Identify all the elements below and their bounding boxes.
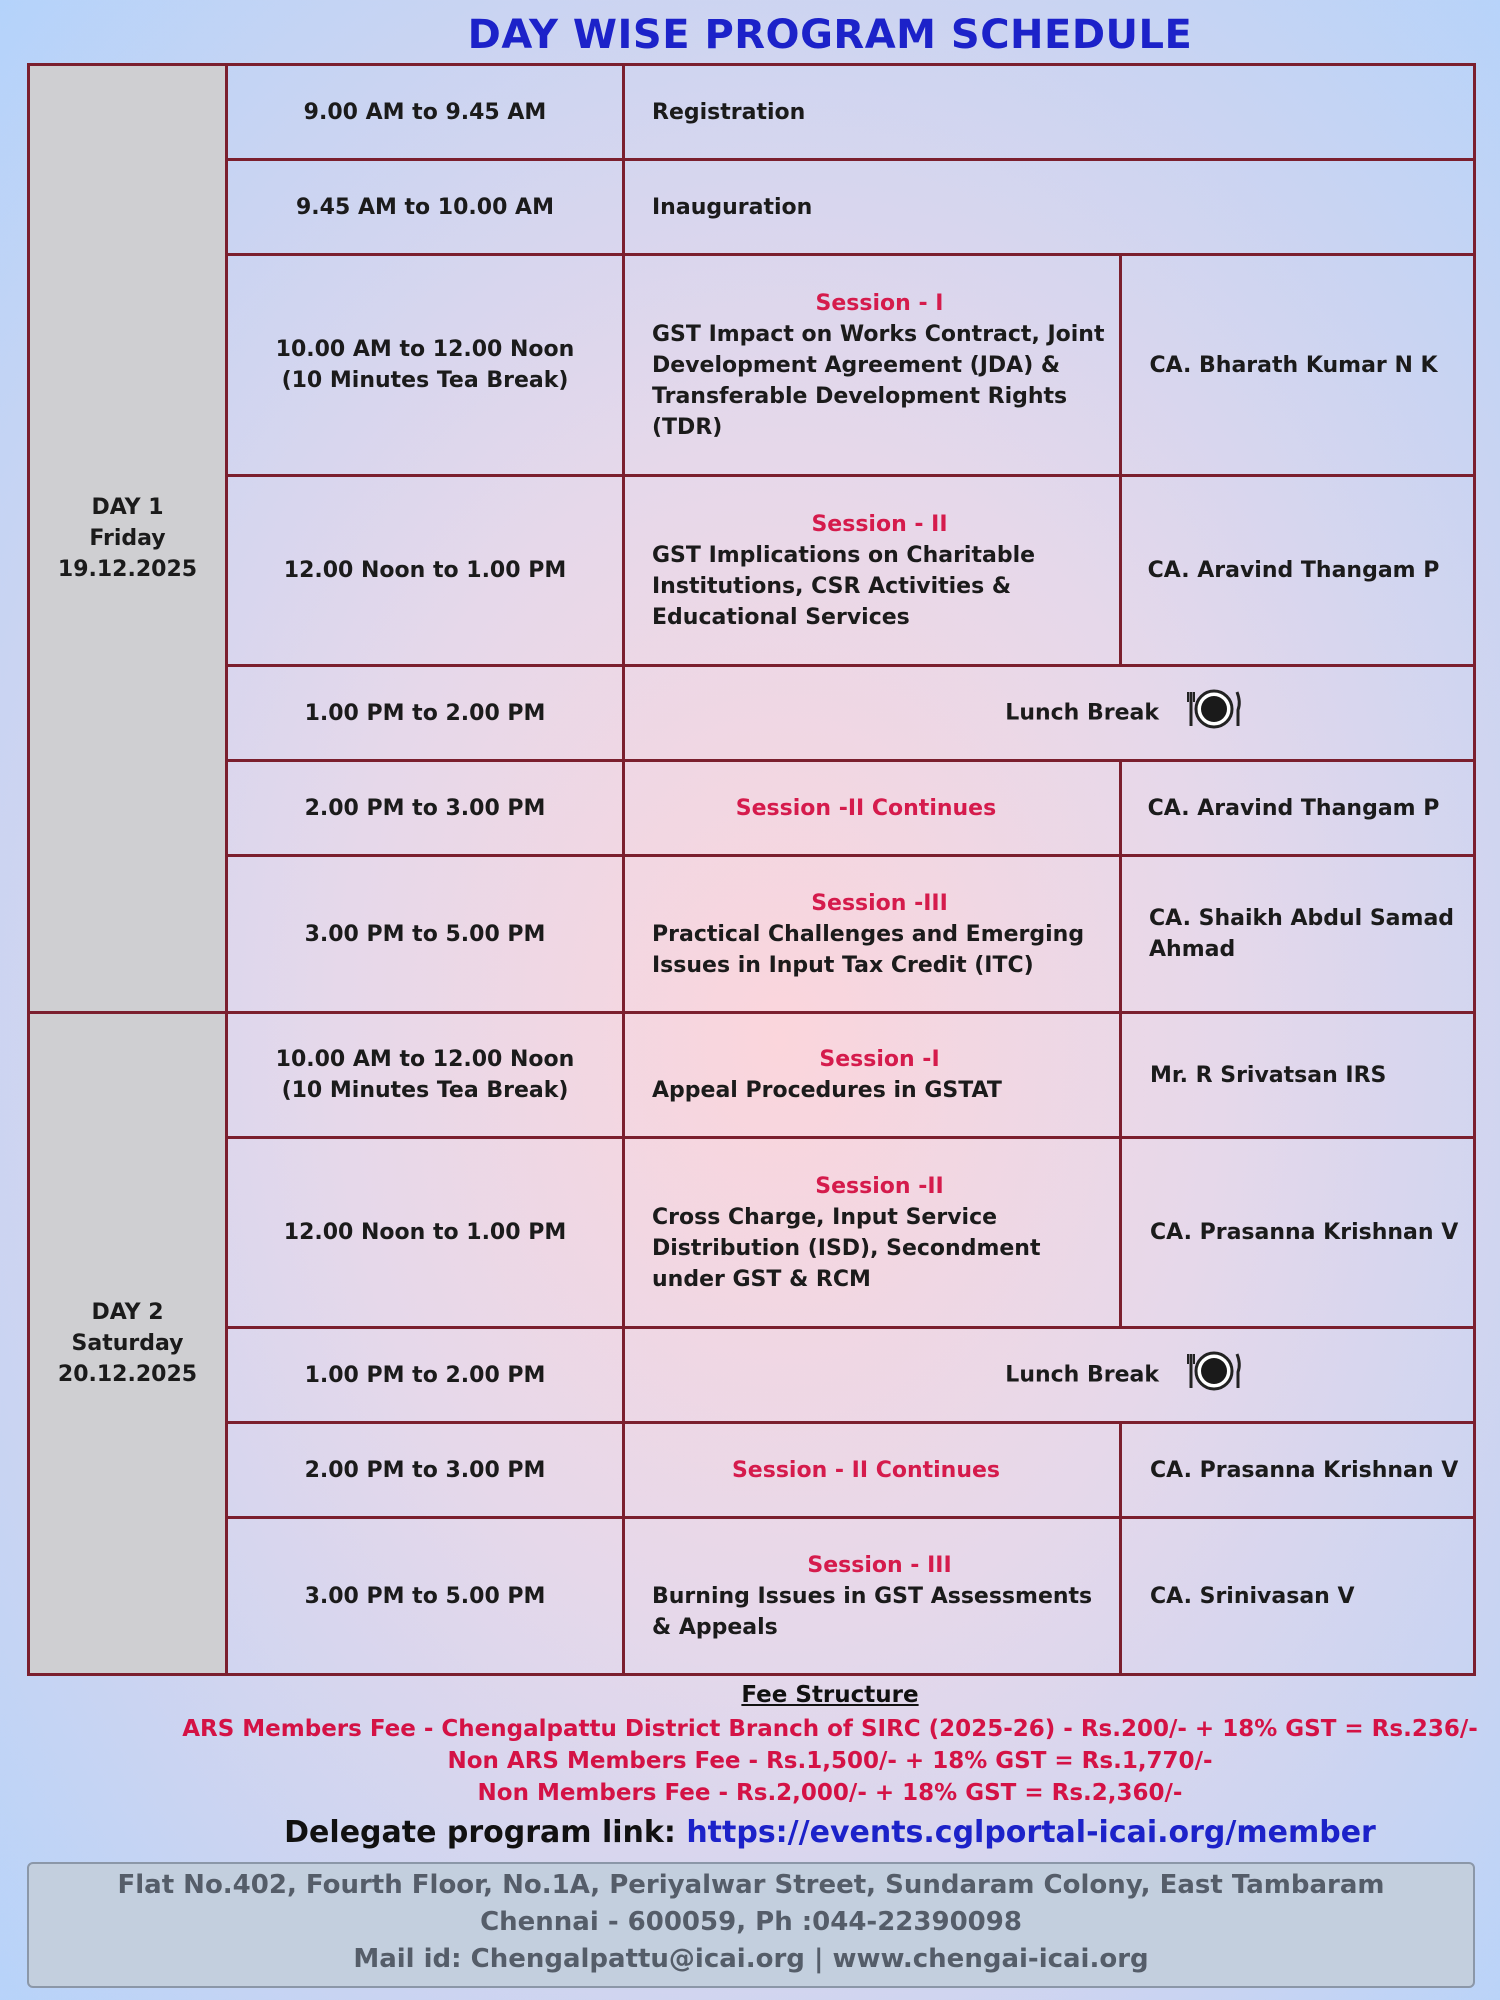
speaker-cell: CA. Aravind Thangam P (1121, 476, 1475, 666)
session-label: Session - I (815, 290, 944, 316)
time-cell: 1.00 PM to 2.00 PM (227, 1328, 624, 1423)
topic-cell (624, 761, 1121, 856)
speaker-cell: CA. Prasanna Krishnan V (1121, 1423, 1475, 1518)
time-cell: 12.00 Noon to 1.00 PM (227, 1138, 624, 1328)
day2-cell (29, 1013, 227, 1675)
session-label: Session - III (807, 1552, 952, 1578)
table-row (29, 666, 1475, 761)
table-row (29, 476, 1475, 666)
table-row (29, 761, 1475, 856)
day1-label: DAY 1 (91, 495, 164, 520)
footer-contact: Mail id: Chengalpattu@icai.org | www.chengai-icai.org (353, 1944, 1149, 1974)
table-row (29, 255, 1475, 476)
lunch-label: Lunch Break (1005, 1362, 1160, 1387)
fee-line-non-members: Non Members Fee - Rs.2,000/- + 18% GST = Rs.2,360/- (477, 1780, 1183, 1806)
plate-cutlery-icon (1185, 1350, 1243, 1401)
plate-cutlery-icon (1185, 688, 1243, 739)
time-cell: 3.00 PM to 5.00 PM (227, 856, 624, 1013)
topic-cell (624, 1518, 1121, 1675)
delegate-link-url[interactable]: https://events.cglportal-icai.org/member (686, 1815, 1376, 1850)
topic-cell: Registration (624, 65, 1475, 160)
table-row (29, 1013, 1475, 1138)
time-cell: 9.00 AM to 9.45 AM (227, 65, 624, 160)
session-label: Session -II (815, 1173, 944, 1199)
session-topic: Appeal Procedures in GSTAT (652, 1078, 1002, 1103)
table-row (29, 65, 1475, 160)
session-topic: GST Impact on Works Contract, Joint Development Agreement (JDA) & Transferable Development Rights (TDR) (652, 321, 1105, 440)
table-row (29, 1518, 1475, 1675)
time-cell: 1.00 PM to 2.00 PM (227, 666, 624, 761)
time-cell: 12.00 Noon to 1.00 PM (227, 476, 624, 666)
table-row (29, 1423, 1475, 1518)
time-note: (10 Minutes Tea Break) (281, 1078, 569, 1103)
time-cell: 3.00 PM to 5.00 PM (227, 1518, 624, 1675)
topic-cell (624, 1138, 1121, 1328)
fee-line-non-ars: Non ARS Members Fee - Rs.1,500/- + 18% GST = Rs.1,770/- (447, 1748, 1213, 1774)
time-cell: 2.00 PM to 3.00 PM (227, 1423, 624, 1518)
topic-cell: Inauguration (624, 160, 1475, 255)
table-row (29, 1138, 1475, 1328)
fee-heading: Fee Structure (741, 1682, 919, 1708)
session-topic: Burning Issues in GST Assessments & Appeals (652, 1583, 1093, 1640)
fee-line-ars: ARS Members Fee - Chengalpattu District Branch of SIRC (2025-26) - Rs.200/- + 18% GST = Rs.236/- (182, 1716, 1478, 1742)
time-cell (227, 255, 624, 476)
session-topic: Practical Challenges and Emerging Issues in Input Tax Credit (ITC) (652, 921, 1085, 978)
topic-cell (624, 1013, 1121, 1138)
footer-address-line: Flat No.402, Fourth Floor, No.1A, Periyalwar Street, Sundaram Colony, East Tambaram (117, 1870, 1385, 1900)
topic-cell (624, 856, 1121, 1013)
time-cell: 9.45 AM to 10.00 AM (227, 160, 624, 255)
table-row (29, 160, 1475, 255)
session-label: Session -I (819, 1047, 940, 1072)
day2-date: 20.12.2025 (57, 1362, 198, 1387)
topic-cell (624, 476, 1121, 666)
day2-weekday: Saturday (71, 1331, 184, 1356)
time-text: 10.00 AM to 12.00 Noon (275, 1047, 575, 1072)
speaker-cell: CA. Srinivasan V (1121, 1518, 1475, 1675)
speaker-cell: CA. Bharath Kumar N K (1121, 255, 1475, 476)
delegate-link-label: Delegate program link: (284, 1815, 687, 1850)
session-continues: Session -II Continues (735, 795, 997, 821)
time-text: 10.00 AM to 12.00 Noon (275, 337, 575, 362)
speaker-cell: CA. Shaikh Abdul Samad Ahmad (1121, 856, 1475, 1013)
session-label: Session - II (811, 511, 948, 537)
session-topic: Cross Charge, Input Service Distribution (ISD), Secondment under GST & RCM (652, 1204, 1041, 1292)
time-cell: 2.00 PM to 3.00 PM (227, 761, 624, 856)
session-label: Session -III (811, 890, 948, 916)
day1-cell (29, 65, 227, 1013)
time-note: (10 Minutes Tea Break) (281, 368, 569, 393)
topic-cell (624, 1423, 1121, 1518)
day2-label: DAY 2 (91, 1300, 164, 1325)
day1-weekday: Friday (89, 526, 166, 551)
table-row (29, 856, 1475, 1013)
speaker-cell: CA. Aravind Thangam P (1121, 761, 1475, 856)
time-cell (227, 1013, 624, 1138)
schedule-table (27, 63, 1476, 1676)
lunch-cell (624, 666, 1475, 761)
footer-city-phone: Chennai - 600059, Ph :044-22390098 (480, 1907, 1022, 1937)
lunch-label: Lunch Break (1005, 700, 1160, 725)
session-topic: GST Implications on Charitable Institutions, CSR Activities & Educational Services (652, 542, 1036, 630)
lunch-cell (624, 1328, 1475, 1423)
speaker-cell: Mr. R Srivatsan IRS (1121, 1013, 1475, 1138)
table-row (29, 1328, 1475, 1423)
page-title: DAY WISE PROGRAM SCHEDULE (467, 12, 1193, 58)
topic-cell (624, 255, 1121, 476)
footer-address-box (27, 1862, 1475, 1988)
speaker-cell: CA. Prasanna Krishnan V (1121, 1138, 1475, 1328)
session-continues: Session - II Continues (731, 1457, 1001, 1483)
delegate-link-line (0, 1815, 1500, 1850)
day1-date: 19.12.2025 (57, 557, 198, 582)
